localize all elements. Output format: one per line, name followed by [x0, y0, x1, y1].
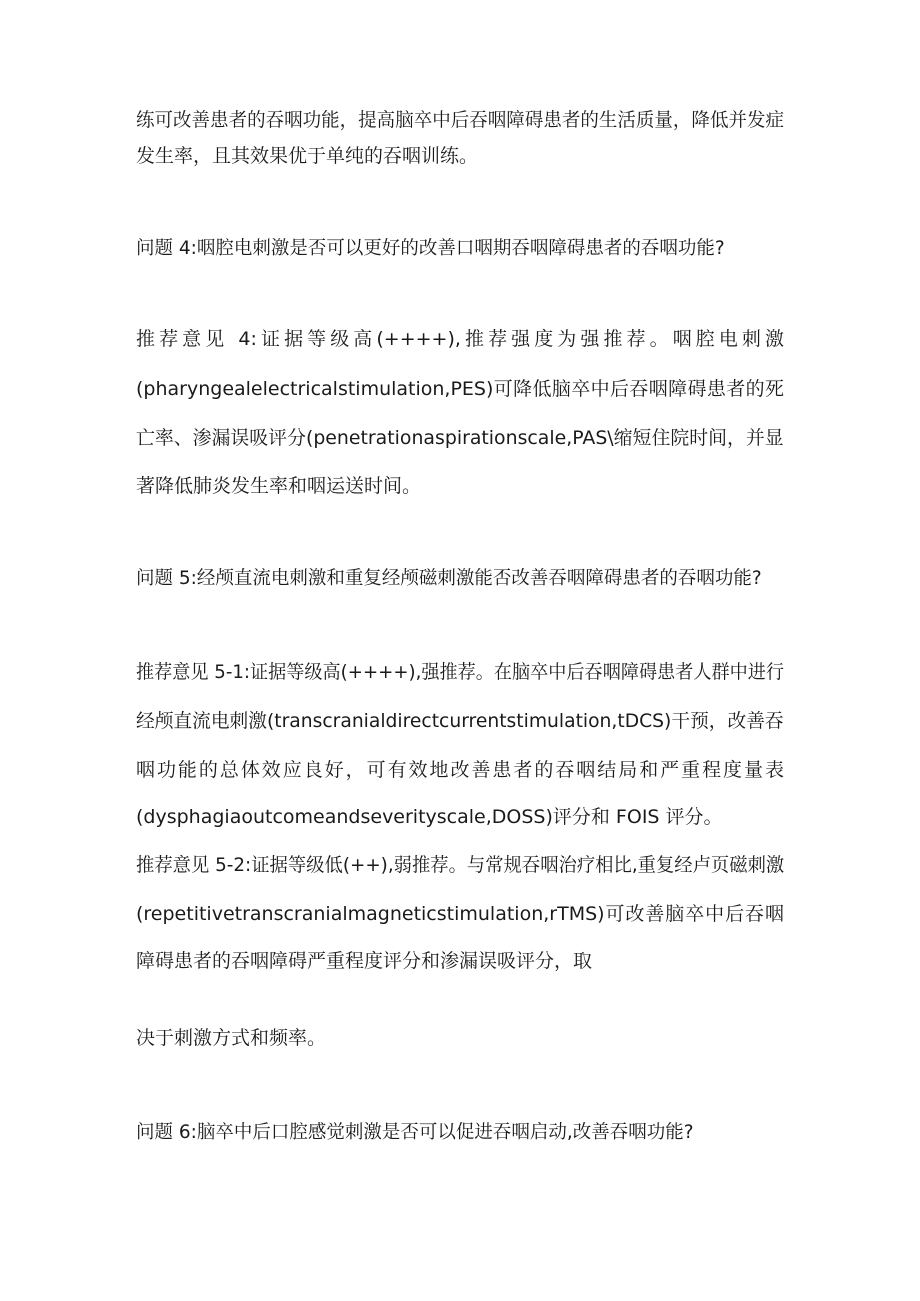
- recommendation-5-2-line: 推荐意见 5-2:证据等级低(++),弱推荐。与常规吞咽治疗相比,重复经卢页磁刺激: [136, 854, 785, 876]
- recommendation-5-1-line: (dysphagiaoutcomeandseverityscale,DOSS)评分和 FOIS 评分。: [136, 806, 723, 828]
- question-4-heading: 问题 4:咽腔电刺激是否可以更好的改善口咽期吞咽障碍患者的吞咽功能?: [136, 238, 725, 259]
- question-6-heading: 问题 6:脑卒中后口腔感觉刺激是否可以促进吞咽启动,改善吞咽功能?: [136, 1122, 694, 1143]
- recommendation-5-2-line: (repetitivetranscranialmagneticstimulation,rTMS)可改善脑卒中后吞咽: [136, 903, 784, 925]
- recommendation-5-1-line: 推荐意见 5-1:证据等级高(++++),强推荐。在脑卒中后吞咽障碍患者人群中进行: [136, 661, 785, 683]
- recommendation-5-2-line: 障碍患者的吞咽障碍严重程度评分和渗漏误吸评分，取: [136, 950, 593, 972]
- question-5-heading: 问题 5:经颅直流电刺激和重复经颅磁刺激能否改善吞咽障碍患者的吞咽功能?: [136, 568, 762, 589]
- recommendation-4-line: 推荐意见 4:证据等级高(++++),推荐强度为强推荐。咽腔电刺激: [136, 328, 784, 350]
- recommendation-5-2-line: 决于刺激方式和频率。: [136, 1027, 327, 1049]
- paragraph-line: 练可改善患者的吞咽功能，提高脑卒中后吞咽障碍患者的生活质量，降低并发症: [136, 109, 785, 131]
- recommendation-4-line: 著降低肺炎发生率和咽运送时间。: [136, 475, 422, 497]
- recommendation-4-line: (pharyngealelectricalstimulation,PES)可降低脑卒中后吞咽障碍患者的死: [136, 378, 784, 400]
- recommendation-5-1-line: 咽功能的总体效应良好，可有效地改善患者的吞咽结局和严重程度量表: [136, 759, 784, 781]
- paragraph-line: 发生率，且其效果优于单纯的吞咽训练。: [136, 145, 479, 167]
- recommendation-5-1-line: 经颅直流电刺激(transcranialdirectcurrentstimulation,tDCS)干预，改善吞: [136, 710, 784, 732]
- recommendation-4-line: 亡率、渗漏误吸评分(penetrationaspirationscale,PAS\缩短住院时间，并显: [136, 427, 784, 449]
